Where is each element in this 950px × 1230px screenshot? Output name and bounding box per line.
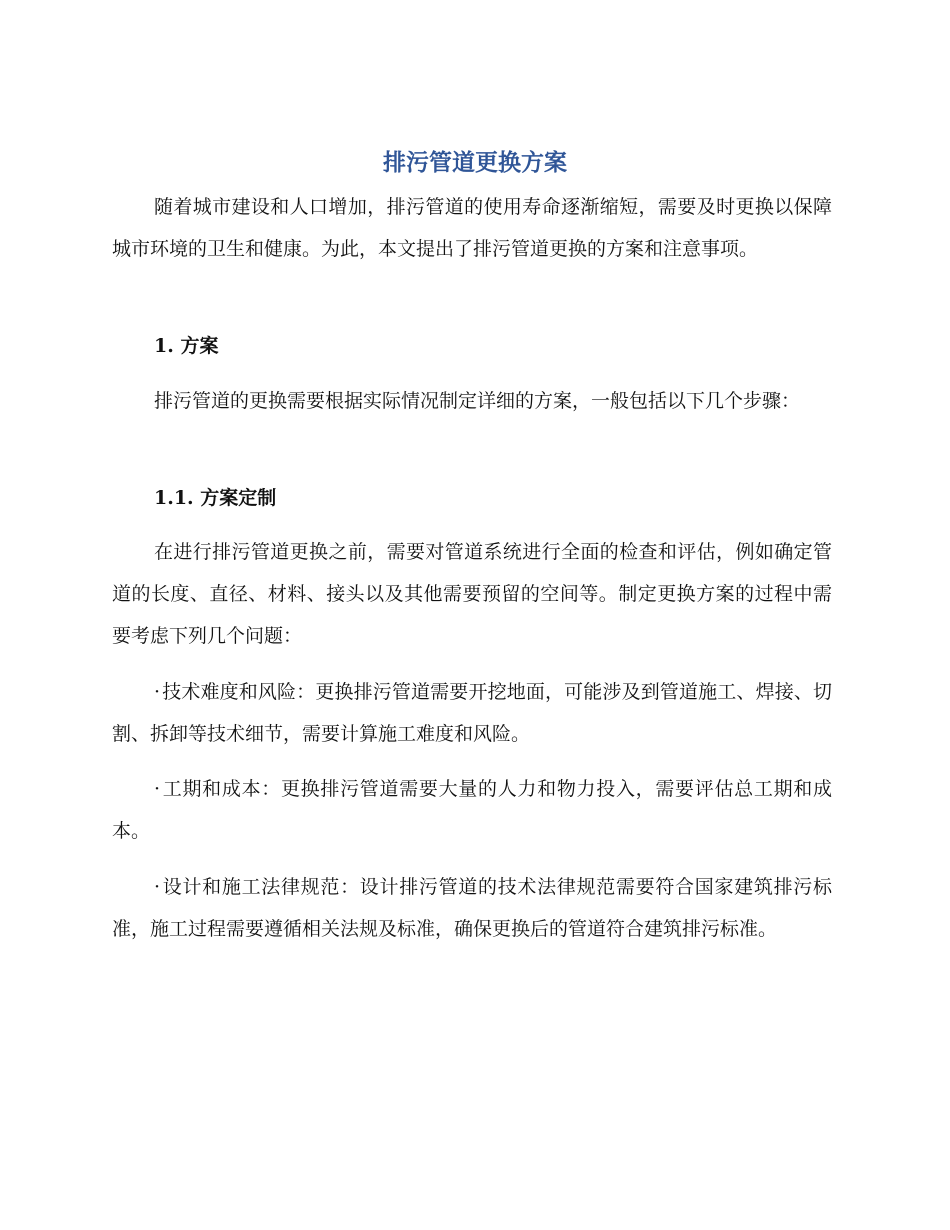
bullet-text: 工期和成本：更换排污管道需要大量的人力和物力投入，需要评估总工期和成本。	[112, 778, 832, 842]
section-heading-1: 1. 方案	[154, 335, 219, 357]
section-heading-1-1: 1.1. 方案定制	[154, 487, 277, 509]
bullet-item-regulations	[112, 866, 832, 950]
document-title: 排污管道更换方案	[383, 150, 567, 176]
bullet-marker: ·	[154, 876, 161, 898]
bullet-item-risk	[112, 671, 832, 755]
intro-paragraph: 随着城市建设和人口增加，排污管道的使用寿命逐渐缩短，需要及时更换以保障城市环境的卫生和健康。为此，本文提出了排污管道更换的方案和注意事项。	[112, 196, 832, 260]
bullet-text: 技术难度和风险：更换排污管道需要开挖地面，可能涉及到管道施工、焊接、切割、拆卸等技术细节，需要计算施工难度和风险。	[112, 681, 832, 745]
bullet-marker: ·	[154, 778, 161, 800]
bullet-item-schedule-cost	[112, 768, 832, 852]
bullet-text: 设计和施工法律规范：设计排污管道的技术法律规范需要符合国家建筑排污标准，施工过程需要遵循相关法规及标准，确保更换后的管道符合建筑排污标准。	[112, 876, 832, 940]
section-1-paragraph: 排污管道的更换需要根据实际情况制定详细的方案，一般包括以下几个步骤：	[154, 390, 801, 412]
bullet-marker: ·	[154, 681, 161, 703]
section-1-1-paragraph: 在进行排污管道更换之前，需要对管道系统进行全面的检查和评估，例如确定管道的长度、直径、材料、接头以及其他需要预留的空间等。制定更换方案的过程中需要考虑下列几个问题：	[112, 541, 832, 647]
